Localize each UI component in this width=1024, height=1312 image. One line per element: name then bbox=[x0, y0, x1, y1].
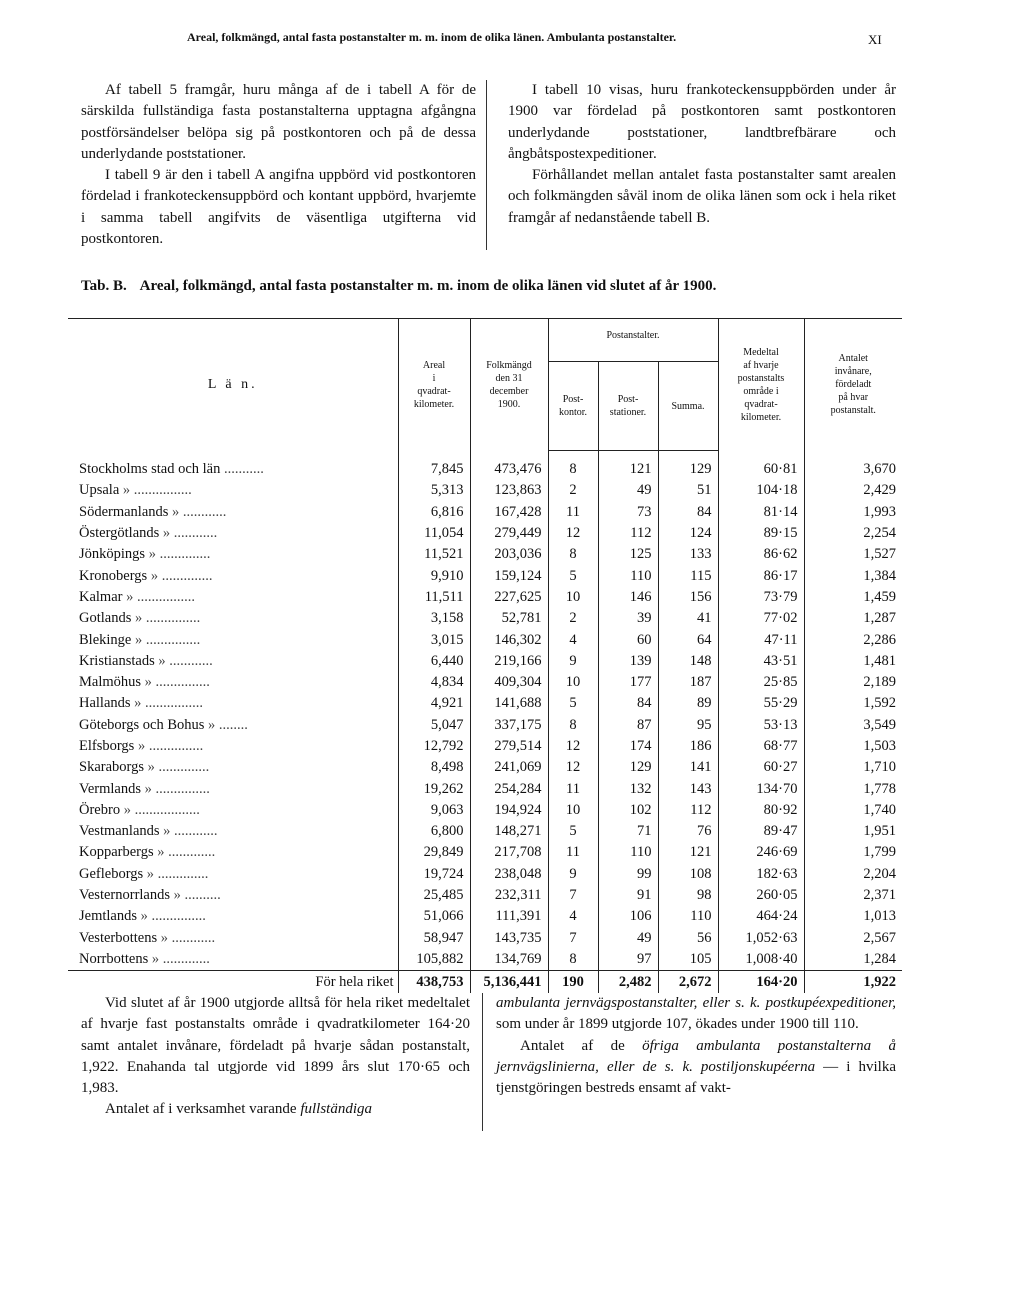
cell-folk: 232,311 bbox=[470, 885, 548, 906]
cell-folk: 148,271 bbox=[470, 821, 548, 842]
paragraph: I tabell 9 är den i tabell A angifna uppbörd vid postkontoren fördelad i frankoteckensuppbörd och kontant uppbörd, hvarjemte i samma tabell angifvits de väsentliga utgifterna vid postkontoren. bbox=[81, 167, 476, 248]
table-row bbox=[68, 587, 902, 608]
cell-folk: 203,036 bbox=[470, 544, 548, 565]
cell-areal: 11,511 bbox=[398, 587, 470, 608]
cell-antal: 2,567 bbox=[804, 928, 902, 949]
cell-areal: 4,834 bbox=[398, 672, 470, 693]
cell-summa: 186 bbox=[658, 736, 718, 757]
paragraph: Förhållandet mellan antalet fasta postanstalter samt arealen och folkmängden såväl inom de olika länen som ock i hela riket framgår af nedanstående tabell B. bbox=[508, 167, 896, 226]
cell-folk: 409,304 bbox=[470, 672, 548, 693]
cell-areal: 9,063 bbox=[398, 800, 470, 821]
cell-summa: 133 bbox=[658, 544, 718, 565]
cell-ps: 146 bbox=[598, 587, 658, 608]
cell-ps: 60 bbox=[598, 629, 658, 650]
cell-pk: 5 bbox=[548, 693, 598, 714]
table-label: Tab. B. bbox=[81, 278, 127, 294]
cell-antal: 1,592 bbox=[804, 693, 902, 714]
cell-pk: 5 bbox=[548, 565, 598, 586]
cell-folk: 279,514 bbox=[470, 736, 548, 757]
row-lan: Hallands » ................ bbox=[79, 695, 204, 712]
cell-folk: 227,625 bbox=[470, 587, 548, 608]
cell-summa: 64 bbox=[658, 629, 718, 650]
cell-summa: 112 bbox=[658, 800, 718, 821]
row-lan: Östergötlands » ............ bbox=[79, 525, 218, 542]
cell-antal: 1,284 bbox=[804, 949, 902, 971]
cell-ps: 99 bbox=[598, 864, 658, 885]
column-divider bbox=[486, 80, 487, 250]
cell-summa: 105 bbox=[658, 949, 718, 971]
cell-summa: 143 bbox=[658, 778, 718, 799]
cell-areal: 4,921 bbox=[398, 693, 470, 714]
table-row bbox=[68, 480, 902, 501]
cell-folk: 238,048 bbox=[470, 864, 548, 885]
table-row bbox=[68, 821, 902, 842]
table-row bbox=[68, 842, 902, 863]
cell-folk: 473,476 bbox=[470, 451, 548, 481]
cell-medel: 89·47 bbox=[718, 821, 804, 842]
cell-antal: 1,740 bbox=[804, 800, 902, 821]
cell-ps: 49 bbox=[598, 480, 658, 501]
total-row bbox=[68, 971, 902, 994]
cell-ps: 129 bbox=[598, 757, 658, 778]
cell-folk: 167,428 bbox=[470, 502, 548, 523]
cell-summa: 108 bbox=[658, 864, 718, 885]
paragraph: ambulanta jernvägspostanstalter, eller s. k. postkupéexpeditioner, som under år 1899 utgjorde 107, ökades under 1900 till 110. bbox=[496, 995, 896, 1033]
cell-areal: 5,047 bbox=[398, 715, 470, 736]
cell-pk: 11 bbox=[548, 778, 598, 799]
cell-areal: 6,440 bbox=[398, 651, 470, 672]
table-row bbox=[68, 864, 902, 885]
cell-ps: 106 bbox=[598, 906, 658, 927]
cell-medel: 73·79 bbox=[718, 587, 804, 608]
cell-antal: 2,204 bbox=[804, 864, 902, 885]
total-ps: 2,482 bbox=[598, 971, 658, 994]
cell-pk: 10 bbox=[548, 672, 598, 693]
cell-summa: 129 bbox=[658, 451, 718, 481]
bottom-right-column bbox=[496, 993, 896, 1099]
row-lan: Norrbottens » ............. bbox=[79, 950, 210, 967]
row-lan: Stockholms stad och län ........... bbox=[79, 460, 264, 477]
top-left-column bbox=[81, 80, 476, 250]
cell-ps: 91 bbox=[598, 885, 658, 906]
cell-summa: 187 bbox=[658, 672, 718, 693]
cell-pk: 4 bbox=[548, 906, 598, 927]
statistics-table bbox=[68, 318, 902, 993]
cell-pk: 9 bbox=[548, 651, 598, 672]
cell-areal: 3,015 bbox=[398, 629, 470, 650]
cell-areal: 19,724 bbox=[398, 864, 470, 885]
cell-medel: 53·13 bbox=[718, 715, 804, 736]
cell-areal: 29,849 bbox=[398, 842, 470, 863]
row-lan: Kalmar » ................ bbox=[79, 588, 195, 605]
cell-ps: 97 bbox=[598, 949, 658, 971]
cell-folk: 337,175 bbox=[470, 715, 548, 736]
total-medel: 164·20 bbox=[718, 971, 804, 994]
cell-ps: 112 bbox=[598, 523, 658, 544]
cell-areal: 8,498 bbox=[398, 757, 470, 778]
cell-folk: 219,166 bbox=[470, 651, 548, 672]
cell-antal: 1,527 bbox=[804, 544, 902, 565]
cell-summa: 76 bbox=[658, 821, 718, 842]
header-antalet: Antalet invånare, fördeladt på hvar postanstalt. bbox=[804, 319, 902, 451]
cell-folk: 159,124 bbox=[470, 565, 548, 586]
table-row bbox=[68, 672, 902, 693]
cell-areal: 51,066 bbox=[398, 906, 470, 927]
cell-folk: 52,781 bbox=[470, 608, 548, 629]
cell-folk: 123,863 bbox=[470, 480, 548, 501]
table-row bbox=[68, 800, 902, 821]
row-lan: Kopparbergs » ............. bbox=[79, 844, 216, 861]
cell-ps: 110 bbox=[598, 842, 658, 863]
cell-medel: 80·92 bbox=[718, 800, 804, 821]
table-row bbox=[68, 523, 902, 544]
header-areal: Areal i qvadrat- kilometer. bbox=[398, 319, 470, 451]
cell-medel: 68·77 bbox=[718, 736, 804, 757]
cell-medel: 60·27 bbox=[718, 757, 804, 778]
cell-folk: 111,391 bbox=[470, 906, 548, 927]
bottom-left-column bbox=[81, 993, 470, 1121]
row-lan: Jemtlands » ............... bbox=[79, 908, 206, 925]
header-postkontor: Post- kontor. bbox=[548, 362, 598, 451]
table-row bbox=[68, 608, 902, 629]
cell-medel: 60·81 bbox=[718, 451, 804, 481]
cell-medel: 89·15 bbox=[718, 523, 804, 544]
total-antal: 1,922 bbox=[804, 971, 902, 994]
header-summa: Summa. bbox=[658, 362, 718, 451]
cell-pk: 11 bbox=[548, 502, 598, 523]
cell-antal: 2,429 bbox=[804, 480, 902, 501]
cell-ps: 84 bbox=[598, 693, 658, 714]
cell-summa: 148 bbox=[658, 651, 718, 672]
cell-areal: 105,882 bbox=[398, 949, 470, 971]
cell-folk: 241,069 bbox=[470, 757, 548, 778]
header-medeltal: Medeltal af hvarje postanstalts område i qvadrat- kilometer. bbox=[718, 319, 804, 451]
cell-pk: 10 bbox=[548, 800, 598, 821]
cell-areal: 9,910 bbox=[398, 565, 470, 586]
row-lan: Malmöhus » ............... bbox=[79, 674, 210, 691]
row-lan: Kristianstads » ............ bbox=[79, 652, 213, 669]
table-row bbox=[68, 451, 902, 481]
cell-pk: 8 bbox=[548, 949, 598, 971]
cell-areal: 11,521 bbox=[398, 544, 470, 565]
cell-ps: 39 bbox=[598, 608, 658, 629]
cell-areal: 19,262 bbox=[398, 778, 470, 799]
cell-pk: 8 bbox=[548, 715, 598, 736]
cell-antal: 1,287 bbox=[804, 608, 902, 629]
cell-antal: 1,384 bbox=[804, 565, 902, 586]
row-lan: Södermanlands » ............ bbox=[79, 503, 227, 520]
cell-summa: 98 bbox=[658, 885, 718, 906]
total-lan: För hela riket bbox=[68, 971, 398, 994]
row-lan: Göteborgs och Bohus » ........ bbox=[79, 716, 248, 733]
running-title: Areal, folkmängd, antal fasta postanstalter m. m. inom de olika länen. Ambulanta postanstalter. bbox=[187, 30, 677, 44]
cell-antal: 1,481 bbox=[804, 651, 902, 672]
cell-pk: 10 bbox=[548, 587, 598, 608]
table-row bbox=[68, 885, 902, 906]
paragraph: Vid slutet af år 1900 utgjorde alltså för hela riket medeltalet af hvarje fast postanstalts område i qvadratkilometer 164·20 samt antalet invånare, fördeladt på hvarje sådan postanstalt, 1,922. Enahanda tal utgjorde vid 1899 års slut 170·65 och 1,983. bbox=[81, 995, 470, 1097]
cell-summa: 95 bbox=[658, 715, 718, 736]
cell-areal: 6,816 bbox=[398, 502, 470, 523]
cell-ps: 73 bbox=[598, 502, 658, 523]
page-number: XI bbox=[868, 32, 882, 47]
cell-areal: 11,054 bbox=[398, 523, 470, 544]
top-right-column bbox=[508, 80, 896, 229]
row-lan: Vesternorrlands » .......... bbox=[79, 887, 221, 904]
row-lan: Elfsborgs » ............... bbox=[79, 738, 204, 754]
cell-medel: 86·17 bbox=[718, 565, 804, 586]
cell-antal: 3,670 bbox=[804, 451, 902, 481]
cell-pk: 2 bbox=[548, 608, 598, 629]
column-divider bbox=[482, 993, 483, 1131]
row-lan: Blekinge » ............... bbox=[79, 631, 201, 648]
table-caption bbox=[81, 278, 911, 295]
header-lan: L ä n. bbox=[68, 319, 398, 451]
cell-medel: 25·85 bbox=[718, 672, 804, 693]
table-row bbox=[68, 778, 902, 799]
cell-antal: 1,951 bbox=[804, 821, 902, 842]
cell-medel: 1,052·63 bbox=[718, 928, 804, 949]
cell-ps: 177 bbox=[598, 672, 658, 693]
table-row bbox=[68, 693, 902, 714]
cell-summa: 110 bbox=[658, 906, 718, 927]
cell-summa: 121 bbox=[658, 842, 718, 863]
table-row bbox=[68, 736, 902, 757]
table-row bbox=[68, 906, 902, 927]
table-row bbox=[68, 651, 902, 672]
paragraph: Antalet af de öfriga ambulanta postanstalterna å jernvägslinierna, eller de s. k. postiljonskupéerna — i hvilka tjenstgöringen bestreds ensamt af vakt- bbox=[496, 1037, 896, 1097]
cell-medel: 43·51 bbox=[718, 651, 804, 672]
cell-medel: 104·18 bbox=[718, 480, 804, 501]
cell-medel: 182·63 bbox=[718, 864, 804, 885]
row-lan: Gefleborgs » .............. bbox=[79, 865, 209, 882]
cell-areal: 12,792 bbox=[398, 736, 470, 757]
row-lan: Kronobergs » .............. bbox=[79, 567, 213, 584]
header-postanstalter: Postanstalter. bbox=[548, 319, 718, 362]
cell-pk: 8 bbox=[548, 451, 598, 481]
cell-pk: 12 bbox=[548, 736, 598, 757]
cell-summa: 84 bbox=[658, 502, 718, 523]
cell-medel: 86·62 bbox=[718, 544, 804, 565]
cell-pk: 5 bbox=[548, 821, 598, 842]
cell-antal: 2,254 bbox=[804, 523, 902, 544]
cell-ps: 71 bbox=[598, 821, 658, 842]
row-lan: Upsala » ................ bbox=[79, 482, 192, 499]
cell-summa: 115 bbox=[658, 565, 718, 586]
row-lan: Skaraborgs » .............. bbox=[79, 759, 210, 776]
cell-antal: 1,799 bbox=[804, 842, 902, 863]
total-areal: 438,753 bbox=[398, 971, 470, 994]
cell-ps: 132 bbox=[598, 778, 658, 799]
header-folkmangd: Folkmängd den 31 december 1900. bbox=[470, 319, 548, 451]
cell-summa: 51 bbox=[658, 480, 718, 501]
paragraph: I tabell 10 visas, huru frankoteckensuppbörden under år 1900 var fördelad på postkontoren samt postkontoren underlydande poststationer, landtbrefbärare och ångbåtspostexpeditioner. bbox=[508, 82, 896, 162]
cell-antal: 2,286 bbox=[804, 629, 902, 650]
cell-summa: 141 bbox=[658, 757, 718, 778]
cell-ps: 174 bbox=[598, 736, 658, 757]
table-row bbox=[68, 757, 902, 778]
cell-ps: 139 bbox=[598, 651, 658, 672]
cell-summa: 56 bbox=[658, 928, 718, 949]
cell-areal: 25,485 bbox=[398, 885, 470, 906]
total-summa: 2,672 bbox=[658, 971, 718, 994]
paragraph: Antalet af i verksamhet varande fullständiga bbox=[105, 1101, 373, 1118]
total-folk: 5,136,441 bbox=[470, 971, 548, 994]
cell-medel: 1,008·40 bbox=[718, 949, 804, 971]
cell-areal: 7,845 bbox=[398, 451, 470, 481]
cell-medel: 47·11 bbox=[718, 629, 804, 650]
cell-ps: 121 bbox=[598, 451, 658, 481]
cell-summa: 156 bbox=[658, 587, 718, 608]
cell-pk: 4 bbox=[548, 629, 598, 650]
table-row bbox=[68, 502, 902, 523]
table-row bbox=[68, 544, 902, 565]
cell-pk: 12 bbox=[548, 523, 598, 544]
row-lan: Vesterbottens » ............ bbox=[79, 929, 216, 946]
table-row bbox=[68, 715, 902, 736]
cell-areal: 5,313 bbox=[398, 480, 470, 501]
cell-pk: 7 bbox=[548, 885, 598, 906]
cell-folk: 143,735 bbox=[470, 928, 548, 949]
cell-pk: 12 bbox=[548, 757, 598, 778]
cell-folk: 279,449 bbox=[470, 523, 548, 544]
cell-antal: 2,371 bbox=[804, 885, 902, 906]
cell-folk: 217,708 bbox=[470, 842, 548, 863]
row-lan: Gotlands » ............... bbox=[79, 610, 201, 627]
cell-antal: 3,549 bbox=[804, 715, 902, 736]
cell-medel: 77·02 bbox=[718, 608, 804, 629]
table-row bbox=[68, 629, 902, 650]
paragraph: Af tabell 5 framgår, huru många af de i tabell A för de särskilda fullständiga fasta postanstalterna upptagna afgångna postförsändelser belöpa sig på postkontoren och på de dessa underlydande poststationer. bbox=[81, 82, 476, 162]
cell-pk: 11 bbox=[548, 842, 598, 863]
cell-areal: 3,158 bbox=[398, 608, 470, 629]
cell-ps: 87 bbox=[598, 715, 658, 736]
table-row bbox=[68, 928, 902, 949]
cell-areal: 58,947 bbox=[398, 928, 470, 949]
cell-ps: 110 bbox=[598, 565, 658, 586]
cell-folk: 146,302 bbox=[470, 629, 548, 650]
cell-antal: 1,993 bbox=[804, 502, 902, 523]
cell-antal: 1,503 bbox=[804, 736, 902, 757]
cell-summa: 89 bbox=[658, 693, 718, 714]
row-lan: Vermlands » ............... bbox=[79, 780, 210, 797]
row-lan: Jönköpings » .............. bbox=[79, 546, 211, 563]
row-lan: Örebro » .................. bbox=[79, 801, 200, 818]
cell-folk: 134,769 bbox=[470, 949, 548, 971]
cell-antal: 1,778 bbox=[804, 778, 902, 799]
table-title: Areal, folkmängd, antal fasta postanstalter m. m. inom de olika länen vid slutet af år 1900. bbox=[139, 278, 717, 294]
cell-medel: 134·70 bbox=[718, 778, 804, 799]
table-row bbox=[68, 565, 902, 586]
table-row bbox=[68, 949, 902, 971]
row-lan: Vestmanlands » ............ bbox=[79, 823, 218, 840]
cell-folk: 194,924 bbox=[470, 800, 548, 821]
cell-pk: 7 bbox=[548, 928, 598, 949]
total-pk: 190 bbox=[548, 971, 598, 994]
cell-antal: 1,459 bbox=[804, 587, 902, 608]
cell-folk: 141,688 bbox=[470, 693, 548, 714]
cell-antal: 2,189 bbox=[804, 672, 902, 693]
cell-areal: 6,800 bbox=[398, 821, 470, 842]
cell-pk: 2 bbox=[548, 480, 598, 501]
cell-pk: 8 bbox=[548, 544, 598, 565]
cell-medel: 246·69 bbox=[718, 842, 804, 863]
cell-antal: 1,710 bbox=[804, 757, 902, 778]
header-poststationer: Post- stationer. bbox=[598, 362, 658, 451]
cell-folk: 254,284 bbox=[470, 778, 548, 799]
cell-pk: 9 bbox=[548, 864, 598, 885]
cell-antal: 1,013 bbox=[804, 906, 902, 927]
cell-medel: 55·29 bbox=[718, 693, 804, 714]
cell-ps: 49 bbox=[598, 928, 658, 949]
cell-ps: 102 bbox=[598, 800, 658, 821]
cell-summa: 124 bbox=[658, 523, 718, 544]
cell-medel: 464·24 bbox=[718, 906, 804, 927]
cell-medel: 260·05 bbox=[718, 885, 804, 906]
cell-medel: 81·14 bbox=[718, 502, 804, 523]
cell-ps: 125 bbox=[598, 544, 658, 565]
cell-summa: 41 bbox=[658, 608, 718, 629]
